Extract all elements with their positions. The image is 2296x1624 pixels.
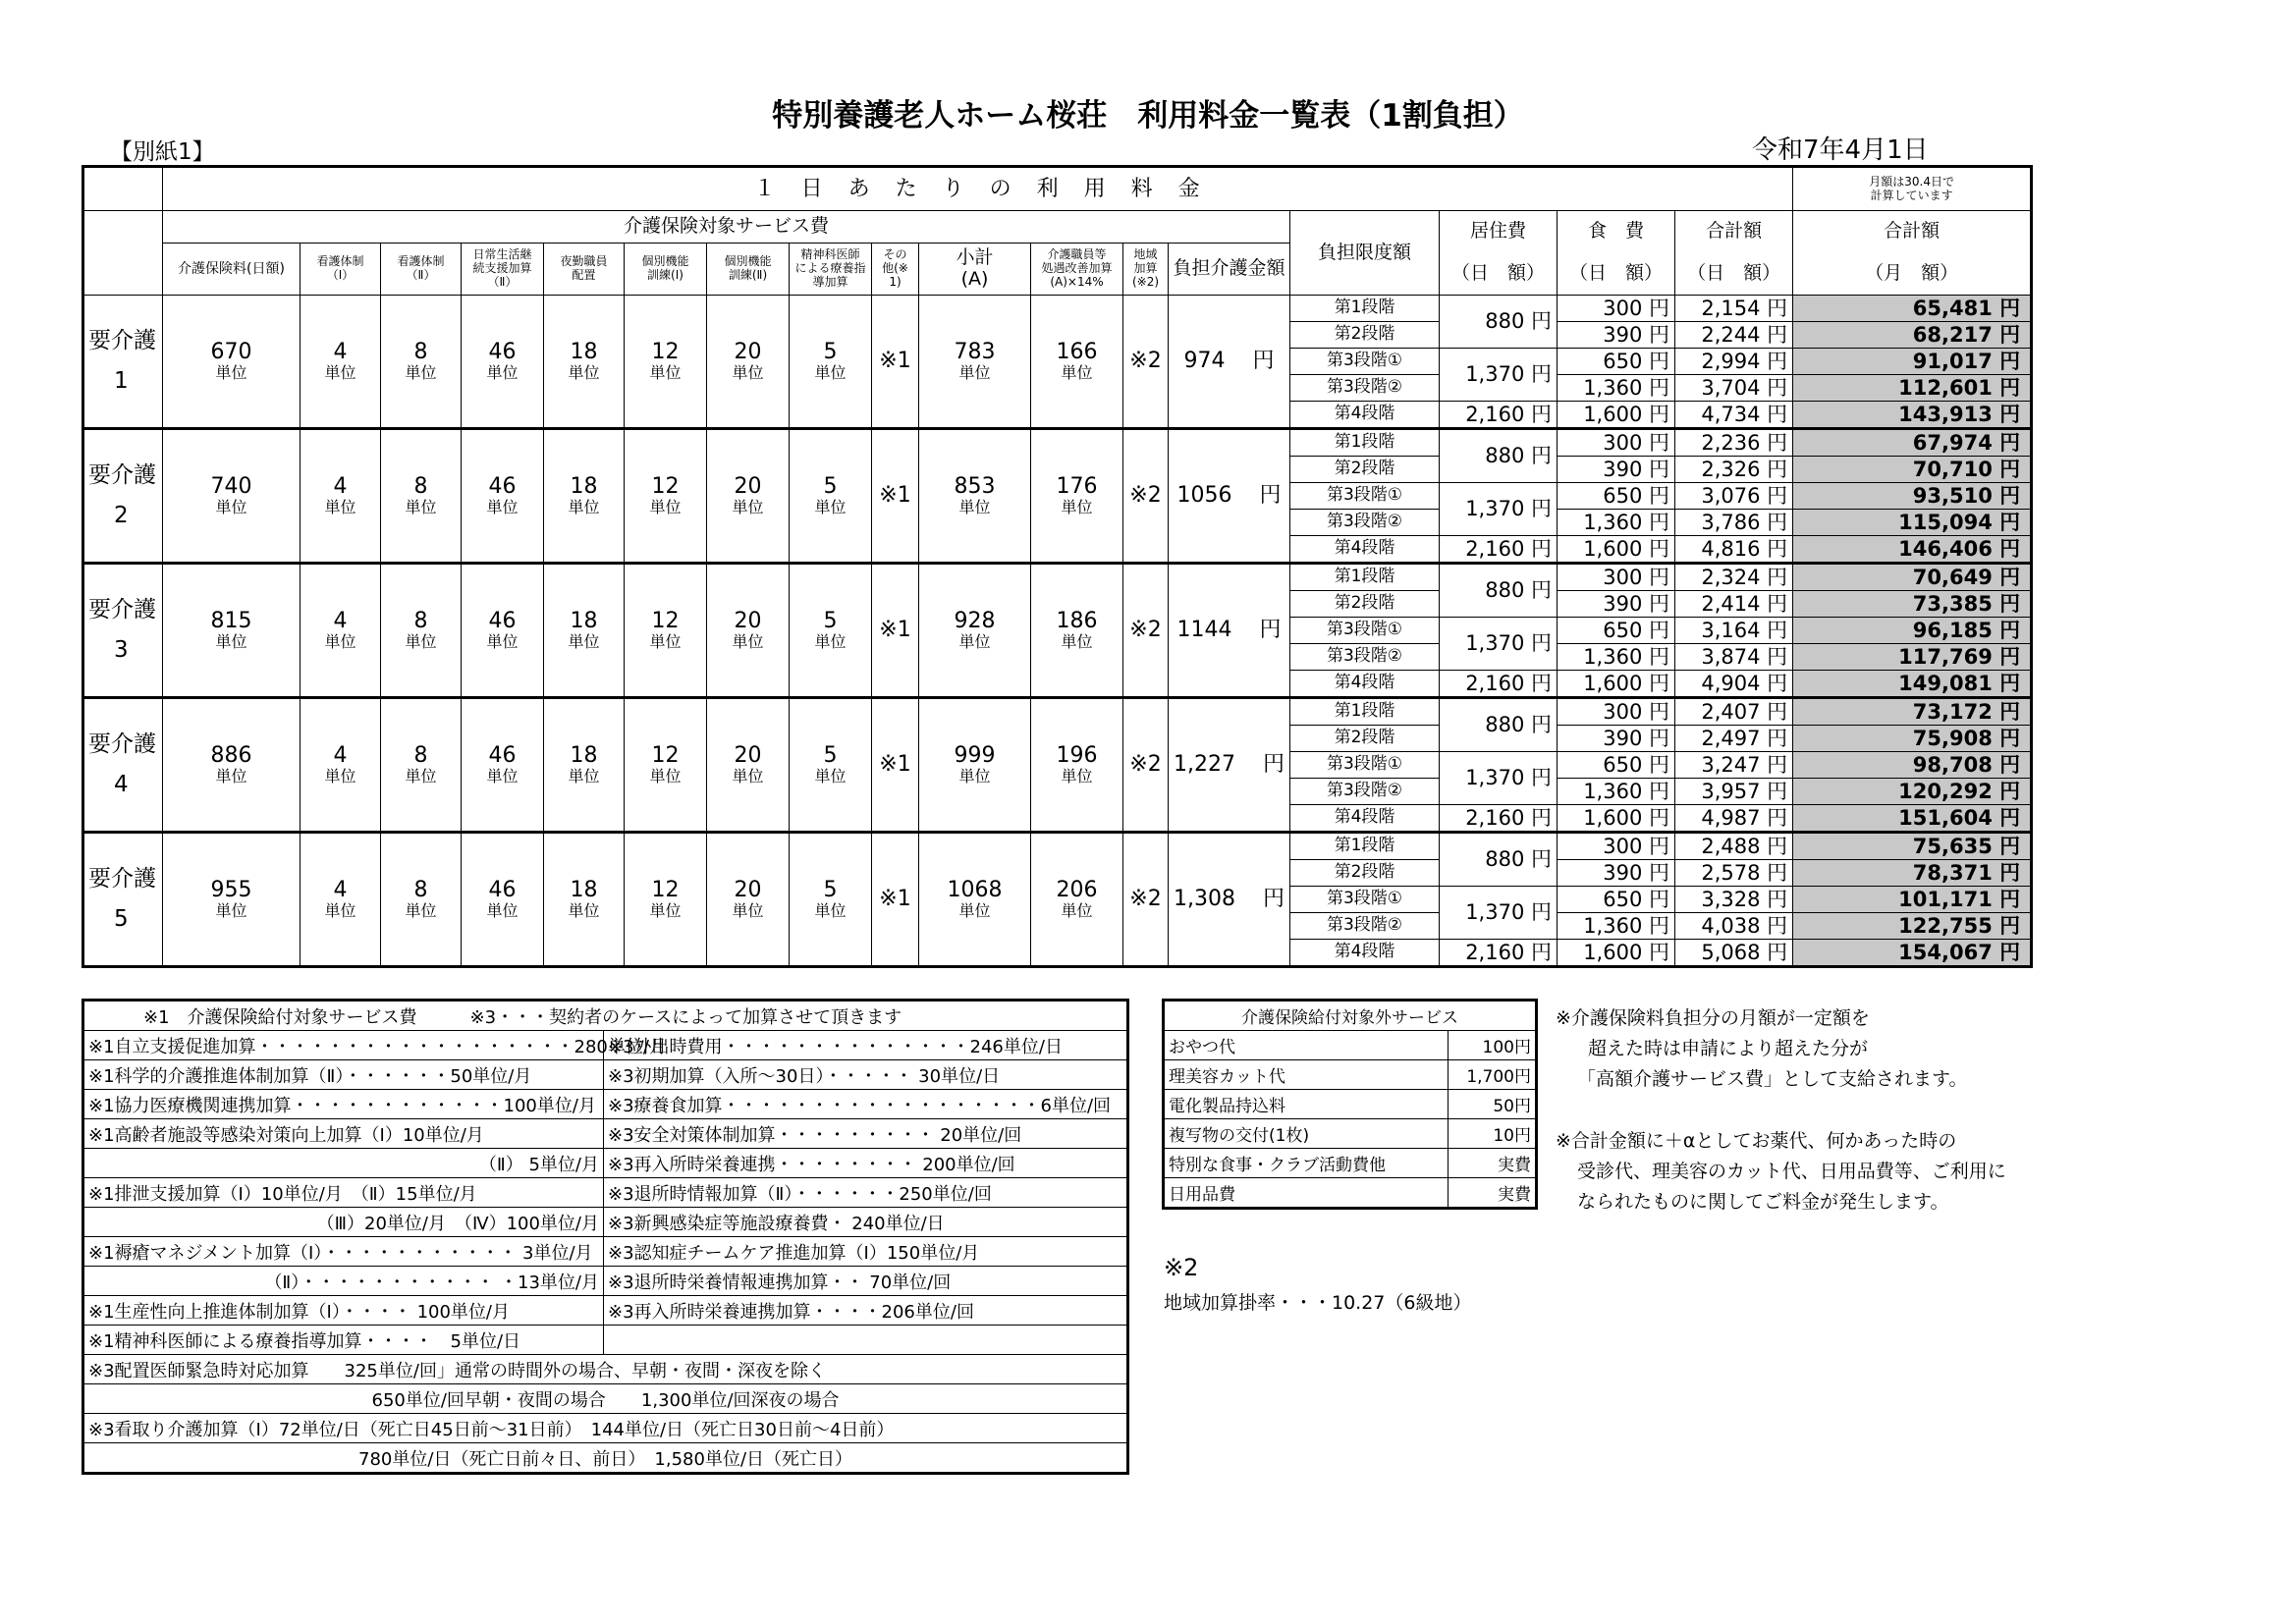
doctor-note-l1: ※3配置医師緊急時対応加算 325単位/回」通常の時間外の場合、早朝・夜間・深夜を除く	[83, 1355, 1128, 1384]
psych-fee: 5 単位	[790, 698, 872, 833]
day-total: 2,578 円	[1675, 860, 1793, 887]
staff-fee: 206 単位	[1031, 833, 1123, 967]
notes-header: ※1 介護保険給付対象サービス費 ※3・・・契約者のケースによって加算させて頂きます	[83, 1001, 1128, 1031]
stage-label: 第1段階	[1290, 833, 1440, 860]
care-level: 要介護 4	[83, 698, 163, 833]
stage-row	[83, 564, 2032, 591]
stage-label: 第3段階②	[1290, 779, 1440, 805]
right-note-1-l3: 「高額介護サービス費」として支給されます。	[1577, 1068, 1968, 1090]
food-fee: 390 円	[1558, 322, 1675, 349]
food-fee: 1,600 円	[1558, 402, 1675, 429]
func2-fee: 20 単位	[707, 698, 790, 833]
nurse1-fee: 4 単位	[301, 564, 381, 698]
food-fee: 390 円	[1558, 860, 1675, 887]
month-total: 120,292 円	[1793, 779, 2032, 805]
col-burden: 負担介護金額	[1169, 244, 1290, 296]
month-total: 115,094 円	[1793, 510, 2032, 536]
insured-notes-table	[82, 999, 1129, 1475]
level-header	[83, 211, 163, 296]
residence-fee: 880 円	[1440, 296, 1558, 349]
notes-row	[83, 1267, 1128, 1296]
day-total: 4,038 円	[1675, 913, 1793, 940]
staff-fee: 166 単位	[1031, 296, 1123, 429]
region-mark-cell: ※2	[1123, 296, 1169, 429]
food-fee: 300 円	[1558, 698, 1675, 726]
stage-label: 第4段階	[1290, 940, 1440, 967]
col-other: その 他(※ 1)	[872, 244, 919, 296]
col-subtotal: 小計 (A)	[919, 244, 1031, 296]
day-total: 3,874 円	[1675, 644, 1793, 671]
right-note-1-l1: ※介護保険料負担分の月額が一定額を	[1556, 1007, 1870, 1029]
month-total: 93,510 円	[1793, 483, 2032, 510]
stage-label: 第3段階①	[1290, 349, 1440, 375]
func2-fee: 20 単位	[707, 564, 790, 698]
subtotal-fee: 999 単位	[919, 698, 1031, 833]
day-total: 2,497 円	[1675, 726, 1793, 752]
non-insured-price: 1,700円	[1449, 1060, 1537, 1090]
notes-row	[83, 1149, 1128, 1178]
subtotal-fee: 1068 単位	[919, 833, 1031, 967]
food-fee: 1,360 円	[1558, 913, 1675, 940]
month-total: 154,067 円	[1793, 940, 2032, 967]
stage-label: 第1段階	[1290, 429, 1440, 457]
psych-fee: 5 単位	[790, 833, 872, 967]
day-total: 3,704 円	[1675, 375, 1793, 402]
non-insured-price: 100円	[1449, 1031, 1537, 1060]
col-base: 介護保険料(日額)	[163, 244, 301, 296]
subtotal-fee: 783 単位	[919, 296, 1031, 429]
stage-label: 第2段階	[1290, 726, 1440, 752]
month-total: 75,908 円	[1793, 726, 2032, 752]
nurse2-fee: 8 単位	[381, 833, 462, 967]
notes-row	[83, 1237, 1128, 1267]
note-right: ※3退所時情報加算（Ⅱ）・・・・・・250単位/回	[604, 1178, 1128, 1208]
nurse2-fee: 8 単位	[381, 429, 462, 564]
func1-fee: 12 単位	[625, 564, 707, 698]
fee-table	[82, 165, 2033, 968]
burden-amount: 1,227 円	[1169, 698, 1290, 833]
daily-support-fee: 46 単位	[462, 429, 544, 564]
region-mark-cell: ※2	[1123, 429, 1169, 564]
base-fee: 955 単位	[163, 833, 301, 967]
doctor-note-l2: 650単位/回早朝・夜間の場合 1,300単位/回深夜の場合	[83, 1384, 1128, 1414]
stage-label: 第3段階①	[1290, 618, 1440, 644]
daily-fee-header: １ 日 あ た り の 利 用 料 金	[163, 167, 1793, 211]
note-right	[604, 1326, 1128, 1355]
nurse1-fee: 4 単位	[301, 429, 381, 564]
notes-row	[83, 1031, 1128, 1060]
stage-label: 第3段階②	[1290, 644, 1440, 671]
stage-label: 第3段階②	[1290, 913, 1440, 940]
residence-header: 居住費 （日 額）	[1440, 211, 1558, 296]
non-insured-price: 実費	[1449, 1149, 1537, 1178]
residence-fee: 880 円	[1440, 564, 1558, 618]
care-level: 要介護 5	[83, 833, 163, 967]
terminal-note-l2: 780単位/日（死亡日前々日、前日） 1,580単位/日（死亡日）	[83, 1443, 1128, 1474]
food-fee: 650 円	[1558, 618, 1675, 644]
food-header: 食 費 （日 額）	[1558, 211, 1675, 296]
non-insured-item: 複写物の交付(1枚)	[1164, 1119, 1449, 1149]
other-mark: ※1	[872, 296, 919, 429]
day-total: 3,786 円	[1675, 510, 1793, 536]
non-insured-price: 10円	[1449, 1119, 1537, 1149]
non-insured-row	[1164, 1119, 1537, 1149]
right-note-1-l2: 超えた時は申請により超えた分が	[1588, 1038, 1869, 1059]
note-right: ※3退所時栄養情報連携加算・・ 70単位/回	[604, 1267, 1128, 1296]
stage-label: 第1段階	[1290, 564, 1440, 591]
notes-row	[83, 1384, 1128, 1414]
month-total: 96,185 円	[1793, 618, 2032, 644]
month-total: 149,081 円	[1793, 671, 2032, 698]
month-total: 68,217 円	[1793, 322, 2032, 349]
note-left: ※1褥瘡マネジメント加算（Ⅰ）・・・・・・・・・・・ 3単位/月	[83, 1237, 604, 1267]
food-fee: 1,600 円	[1558, 805, 1675, 833]
non-insured-item: 理美容カット代	[1164, 1060, 1449, 1090]
month-total: 146,406 円	[1793, 536, 2032, 564]
residence-fee: 1,370 円	[1440, 483, 1558, 536]
food-fee: 300 円	[1558, 833, 1675, 860]
base-fee: 886 単位	[163, 698, 301, 833]
psych-fee: 5 単位	[790, 429, 872, 564]
month-total: 70,649 円	[1793, 564, 2032, 591]
food-fee: 650 円	[1558, 483, 1675, 510]
night-staff-fee: 18 単位	[544, 429, 625, 564]
note-left: （Ⅲ）20単位/月 （Ⅳ）100単位/月	[83, 1208, 604, 1237]
day-total: 3,328 円	[1675, 887, 1793, 913]
food-fee: 1,360 円	[1558, 375, 1675, 402]
nurse2-fee: 8 単位	[381, 296, 462, 429]
day-total: 3,957 円	[1675, 779, 1793, 805]
month-total: 91,017 円	[1793, 349, 2032, 375]
month-total: 67,974 円	[1793, 429, 2032, 457]
other-mark: ※1	[872, 698, 919, 833]
non-insured-item: 日用品費	[1164, 1178, 1449, 1209]
right-note-2-l2: 受診代、理美容のカット代、日用品費等、ご利用に	[1577, 1161, 2006, 1182]
non-insured-item: おやつ代	[1164, 1031, 1449, 1060]
col-func1: 個別機能 訓練(Ⅰ)	[625, 244, 707, 296]
burden-amount: 1144 円	[1169, 564, 1290, 698]
care-level: 要介護 3	[83, 564, 163, 698]
base-fee: 740 単位	[163, 429, 301, 564]
notes-row	[83, 1090, 1128, 1119]
func2-fee: 20 単位	[707, 296, 790, 429]
region-mark-cell: ※2	[1123, 564, 1169, 698]
right-note-2-l3: なられたものに関してご料金が発生します。	[1577, 1191, 1949, 1213]
residence-fee: 1,370 円	[1440, 752, 1558, 805]
day-total: 3,164 円	[1675, 618, 1793, 644]
burden-amount: 1056 円	[1169, 429, 1290, 564]
residence-fee: 1,370 円	[1440, 887, 1558, 940]
month-total: 101,171 円	[1793, 887, 2032, 913]
food-fee: 650 円	[1558, 349, 1675, 375]
daily-support-fee: 46 単位	[462, 296, 544, 429]
day-total: 5,068 円	[1675, 940, 1793, 967]
month-total: 98,708 円	[1793, 752, 2032, 779]
notes-row	[83, 1355, 1128, 1384]
right-note-2-l1: ※合計金額に＋αとしてお薬代、何かあった時の	[1556, 1130, 1957, 1152]
note-left: ※1精神科医師による療養指導加算・・・・ 5単位/日	[83, 1326, 604, 1355]
daily-support-fee: 46 単位	[462, 698, 544, 833]
non-insured-row	[1164, 1060, 1537, 1090]
func2-fee: 20 単位	[707, 833, 790, 967]
col-staff: 介護職員等 処遇改善加算 (A)×14%	[1031, 244, 1123, 296]
base-fee: 670 単位	[163, 296, 301, 429]
page-title: 特別養護老人ホーム桜荘 利用料金一覧表（1割負担）	[772, 98, 1524, 134]
non-insured-row	[1164, 1149, 1537, 1178]
stage-label: 第2段階	[1290, 322, 1440, 349]
note-right: ※3初期加算（入所～30日）・・・・・ 30単位/日	[604, 1060, 1128, 1090]
food-fee: 650 円	[1558, 752, 1675, 779]
day-total: 2,488 円	[1675, 833, 1793, 860]
stage-label: 第3段階①	[1290, 887, 1440, 913]
day-total: 2,326 円	[1675, 457, 1793, 483]
month-total: 75,635 円	[1793, 833, 2032, 860]
daily-support-fee: 46 単位	[462, 564, 544, 698]
food-fee: 1,600 円	[1558, 536, 1675, 564]
staff-fee: 176 単位	[1031, 429, 1123, 564]
food-fee: 650 円	[1558, 887, 1675, 913]
staff-fee: 186 単位	[1031, 564, 1123, 698]
corner-cell	[83, 167, 163, 211]
non-insured-item: 特別な食事・クラブ活動費他	[1164, 1149, 1449, 1178]
month-total: 70,710 円	[1793, 457, 2032, 483]
non-insured-row	[1164, 1178, 1537, 1209]
non-insured-price: 50円	[1449, 1090, 1537, 1119]
day-total: 2,236 円	[1675, 429, 1793, 457]
note-left: ※1自立支援促進加算・・・・・・・・・・・・・・・・・・280単位/月	[83, 1031, 604, 1060]
note-right: ※3再入所時栄養連携加算・・・・206単位/回	[604, 1296, 1128, 1326]
residence-fee: 2,160 円	[1440, 805, 1558, 833]
month-total: 78,371 円	[1793, 860, 2032, 887]
monthly-note: 月額は30.4日で 計算しています	[1793, 167, 2032, 211]
burden-amount: 974 円	[1169, 296, 1290, 429]
day-total: 4,904 円	[1675, 671, 1793, 698]
func1-fee: 12 単位	[625, 833, 707, 967]
stage-label: 第2段階	[1290, 860, 1440, 887]
region-mark: ※2	[1164, 1254, 1199, 1281]
stage-label: 第4段階	[1290, 536, 1440, 564]
region-mark-cell: ※2	[1123, 698, 1169, 833]
night-staff-fee: 18 単位	[544, 833, 625, 967]
col-psych: 精神科医師 による療養指 導加算	[790, 244, 872, 296]
limit-header: 負担限度額	[1290, 211, 1440, 296]
note-left: ※1生産性向上推進体制加算（Ⅰ）・・・・ 100単位/月	[83, 1296, 604, 1326]
stage-row	[83, 429, 2032, 457]
note-right: ※3療養食加算・・・・・・・・・・・・・・・・・・6単位/回	[604, 1090, 1128, 1119]
nurse2-fee: 8 単位	[381, 564, 462, 698]
day-total: 3,247 円	[1675, 752, 1793, 779]
func1-fee: 12 単位	[625, 296, 707, 429]
residence-fee: 1,370 円	[1440, 349, 1558, 402]
care-level: 要介護 2	[83, 429, 163, 564]
subtotal-fee: 853 単位	[919, 429, 1031, 564]
note-left: ※1科学的介護推進体制加算（Ⅱ）・・・・・・50単位/月	[83, 1060, 604, 1090]
base-fee: 815 単位	[163, 564, 301, 698]
day-total: 4,734 円	[1675, 402, 1793, 429]
notes-row	[83, 1208, 1128, 1237]
note-right: ※3認知症チームケア推進加算（Ⅰ）150単位/月	[604, 1237, 1128, 1267]
non-insured-item: 電化製品持込料	[1164, 1090, 1449, 1119]
region-mark-cell: ※2	[1123, 833, 1169, 967]
residence-fee: 2,160 円	[1440, 940, 1558, 967]
food-fee: 390 円	[1558, 726, 1675, 752]
non-insured-row	[1164, 1090, 1537, 1119]
notes-row	[83, 1060, 1128, 1090]
col-nurse2: 看護体制 （Ⅱ）	[381, 244, 462, 296]
month-total: 65,481 円	[1793, 296, 2032, 322]
month-total: 143,913 円	[1793, 402, 2032, 429]
night-staff-fee: 18 単位	[544, 564, 625, 698]
notes-row	[83, 1119, 1128, 1149]
day-total: 4,987 円	[1675, 805, 1793, 833]
stage-label: 第3段階②	[1290, 375, 1440, 402]
attachment-label: 【別紙1】	[110, 139, 215, 165]
food-fee: 300 円	[1558, 429, 1675, 457]
note-right: ※3安全対策体制加算・・・・・・・・・ 20単位/回	[604, 1119, 1128, 1149]
note-left: （Ⅱ）・・・・・・・・・・・ ・13単位/月	[83, 1267, 604, 1296]
nurse1-fee: 4 単位	[301, 698, 381, 833]
psych-fee: 5 単位	[790, 564, 872, 698]
day-total: 2,414 円	[1675, 591, 1793, 618]
notes-row	[83, 1296, 1128, 1326]
insured-service-header: 介護保険対象サービス費	[163, 211, 1290, 244]
col-region: 地域 加算 (※2)	[1123, 244, 1169, 296]
func1-fee: 12 単位	[625, 429, 707, 564]
residence-fee: 1,370 円	[1440, 618, 1558, 671]
note-right: ※3再入所時栄養連携・・・・・・・・ 200単位/回	[604, 1149, 1128, 1178]
month-total: 73,172 円	[1793, 698, 2032, 726]
residence-fee: 2,160 円	[1440, 536, 1558, 564]
food-fee: 1,600 円	[1558, 671, 1675, 698]
other-mark: ※1	[872, 564, 919, 698]
staff-fee: 196 単位	[1031, 698, 1123, 833]
notes-row	[83, 1178, 1128, 1208]
month-total: 73,385 円	[1793, 591, 2032, 618]
stage-label: 第1段階	[1290, 296, 1440, 322]
func2-fee: 20 単位	[707, 429, 790, 564]
care-level: 要介護 1	[83, 296, 163, 429]
month-total: 117,769 円	[1793, 644, 2032, 671]
note-left: ※1高齢者施設等感染対策向上加算（Ⅰ）10単位/月	[83, 1119, 604, 1149]
day-total: 2,244 円	[1675, 322, 1793, 349]
day-total-header: 合計額 （日 額）	[1675, 211, 1793, 296]
food-fee: 1,360 円	[1558, 779, 1675, 805]
food-fee: 1,360 円	[1558, 510, 1675, 536]
day-total: 2,994 円	[1675, 349, 1793, 375]
col-daily: 日常生活継 続支援加算 （Ⅱ）	[462, 244, 544, 296]
night-staff-fee: 18 単位	[544, 296, 625, 429]
stage-row	[83, 296, 2032, 322]
residence-fee: 2,160 円	[1440, 671, 1558, 698]
residence-fee: 880 円	[1440, 833, 1558, 887]
residence-fee: 2,160 円	[1440, 402, 1558, 429]
notes-row	[83, 1443, 1128, 1474]
day-total: 2,407 円	[1675, 698, 1793, 726]
non-insured-price: 実費	[1449, 1178, 1537, 1209]
food-fee: 300 円	[1558, 564, 1675, 591]
day-total: 3,076 円	[1675, 483, 1793, 510]
day-total: 2,154 円	[1675, 296, 1793, 322]
food-fee: 300 円	[1558, 296, 1675, 322]
stage-label: 第2段階	[1290, 591, 1440, 618]
notes-row	[83, 1326, 1128, 1355]
night-staff-fee: 18 単位	[544, 698, 625, 833]
stage-row	[83, 698, 2032, 726]
note-left: （Ⅱ） 5単位/月	[83, 1149, 604, 1178]
col-nurse1: 看護体制 （Ⅰ）	[301, 244, 381, 296]
stage-label: 第3段階②	[1290, 510, 1440, 536]
food-fee: 390 円	[1558, 591, 1675, 618]
stage-label: 第1段階	[1290, 698, 1440, 726]
stage-label: 第4段階	[1290, 805, 1440, 833]
residence-fee: 880 円	[1440, 698, 1558, 752]
stage-label: 第2段階	[1290, 457, 1440, 483]
psych-fee: 5 単位	[790, 296, 872, 429]
nurse2-fee: 8 単位	[381, 698, 462, 833]
other-mark: ※1	[872, 429, 919, 564]
month-total: 112,601 円	[1793, 375, 2032, 402]
residence-fee: 880 円	[1440, 429, 1558, 483]
stage-row	[83, 833, 2032, 860]
nurse1-fee: 4 単位	[301, 833, 381, 967]
notes-row	[83, 1414, 1128, 1443]
stage-label: 第3段階①	[1290, 752, 1440, 779]
non-insured-row	[1164, 1031, 1537, 1060]
subtotal-fee: 928 単位	[919, 564, 1031, 698]
col-func2: 個別機能 訓練(Ⅱ)	[707, 244, 790, 296]
burden-amount: 1,308 円	[1169, 833, 1290, 967]
col-night: 夜勤職員 配置	[544, 244, 625, 296]
stage-label: 第4段階	[1290, 402, 1440, 429]
note-right: ※3新興感染症等施設療養費・ 240単位/日	[604, 1208, 1128, 1237]
food-fee: 390 円	[1558, 457, 1675, 483]
day-total: 2,324 円	[1675, 564, 1793, 591]
issue-date: 令和7年4月1日	[1752, 135, 1929, 165]
region-rate: 地域加算掛率・・・10.27（6級地）	[1164, 1292, 1472, 1314]
stage-label: 第3段階①	[1290, 483, 1440, 510]
month-total: 122,755 円	[1793, 913, 2032, 940]
terminal-note-l1: ※3看取り介護加算（Ⅰ）72単位/日（死亡日45日前～31日前） 144単位/日（死亡日30日前～4日前）	[83, 1414, 1128, 1443]
non-insured-title: 介護保険給付対象外サービス	[1164, 1001, 1537, 1031]
day-total: 4,816 円	[1675, 536, 1793, 564]
non-insured-table	[1162, 999, 1538, 1210]
note-left: ※1協力医療機関連携加算・・・・・・・・・・・・100単位/月	[83, 1090, 604, 1119]
func1-fee: 12 単位	[625, 698, 707, 833]
other-mark: ※1	[872, 833, 919, 967]
food-fee: 1,360 円	[1558, 644, 1675, 671]
month-total-header: 合計額 （月 額）	[1793, 211, 2032, 296]
food-fee: 1,600 円	[1558, 940, 1675, 967]
month-total: 151,604 円	[1793, 805, 2032, 833]
note-left: ※1排泄支援加算（Ⅰ）10単位/月 （Ⅱ）15単位/月	[83, 1178, 604, 1208]
note-right: ※3外出時費用・・・・・・・・・・・・・・246単位/日	[604, 1031, 1128, 1060]
stage-label: 第4段階	[1290, 671, 1440, 698]
daily-support-fee: 46 単位	[462, 833, 544, 967]
nurse1-fee: 4 単位	[301, 296, 381, 429]
